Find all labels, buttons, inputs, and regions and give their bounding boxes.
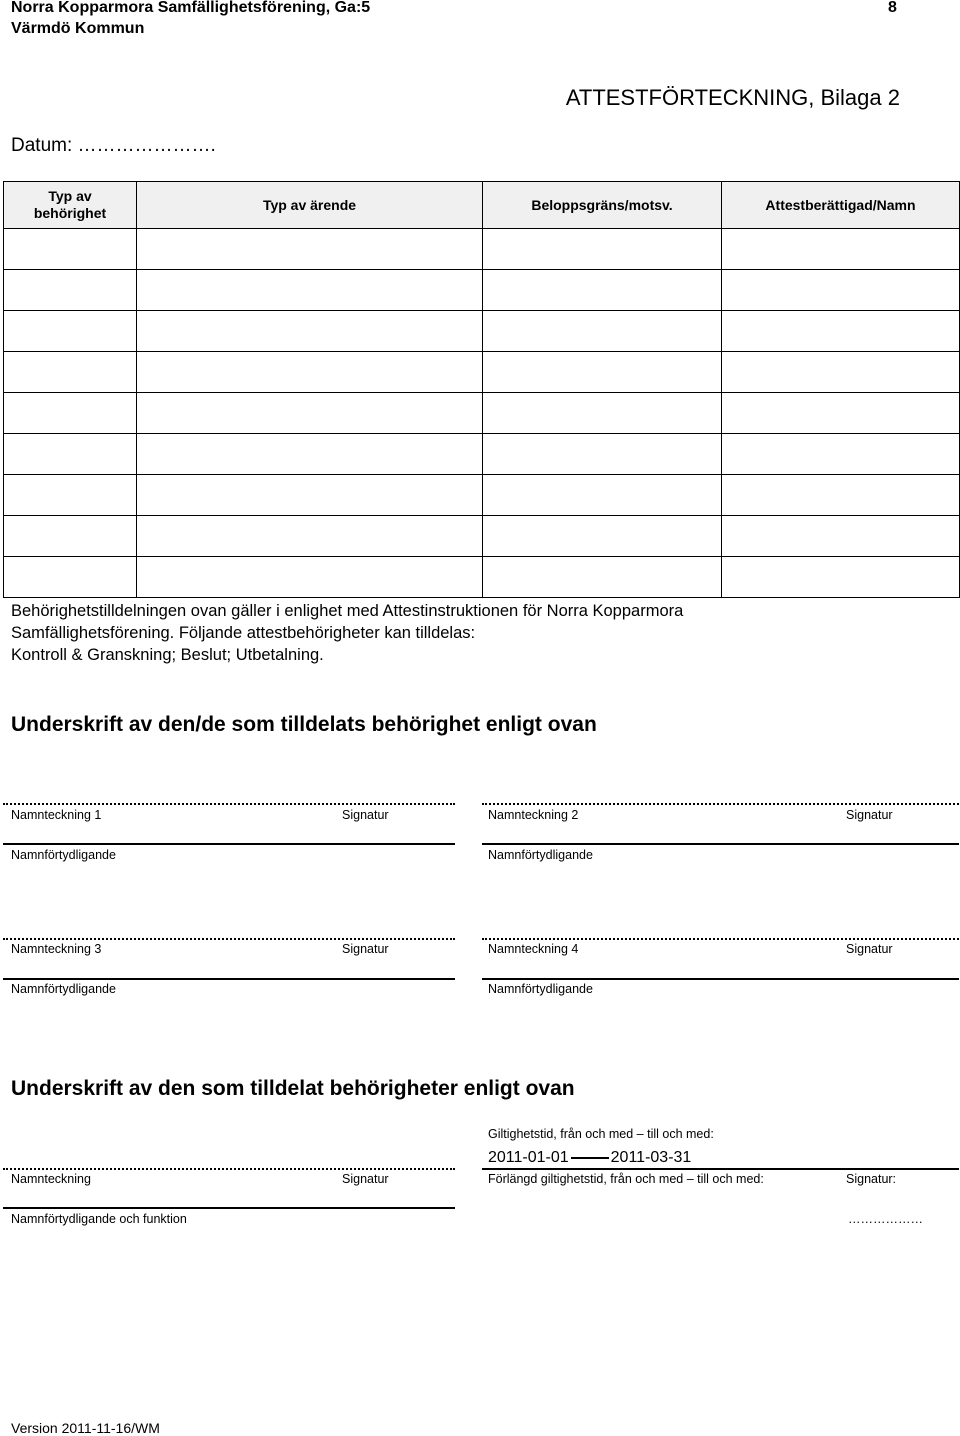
print-line-3 — [3, 978, 455, 980]
grantor-print-label: Namnförtydligande och funktion — [11, 1212, 187, 1226]
info-line-3: Kontroll & Granskning; Beslut; Utbetalning. — [11, 646, 324, 664]
table-cell[interactable] — [483, 557, 722, 598]
signature-sign-label-4: Signatur — [846, 942, 893, 956]
date-label: Datum: …………………. — [11, 135, 216, 156]
table-cell[interactable] — [4, 229, 137, 270]
table-row — [4, 434, 960, 475]
table-cell[interactable] — [483, 311, 722, 352]
print-label-2: Namnförtydligande — [488, 848, 593, 862]
signature-label-1: Namnteckning 1 — [11, 808, 102, 822]
section-heading-grantor: Underskrift av den som tilldelat behörigheter enligt ovan — [11, 1077, 575, 1100]
signature-line-3 — [3, 938, 455, 940]
table-cell[interactable] — [722, 393, 960, 434]
validity-to: 2011-03-31 — [610, 1149, 692, 1166]
table-row — [4, 270, 960, 311]
signature-line-2 — [482, 803, 959, 805]
table-cell[interactable] — [137, 475, 483, 516]
table-row — [4, 393, 960, 434]
print-label-4: Namnförtydligande — [488, 982, 593, 996]
table-cell[interactable] — [483, 434, 722, 475]
grantor-signature-line — [3, 1168, 455, 1170]
table-cell[interactable] — [4, 516, 137, 557]
table-cell[interactable] — [722, 229, 960, 270]
validity-underline — [482, 1168, 959, 1170]
signature-sign-label-3: Signatur — [342, 942, 389, 956]
extended-validity-label: Förlängd giltighetstid, från och med – till och med: — [488, 1172, 764, 1186]
municipality-name: Värmdö Kommun — [11, 20, 145, 37]
table-cell[interactable] — [483, 516, 722, 557]
organization-name: Norra Kopparmora Samfällighetsförening, Ga:5 — [11, 0, 371, 16]
table-cell[interactable] — [4, 434, 137, 475]
table-cell[interactable] — [137, 516, 483, 557]
version-footer: Version 2011-11-16/WM — [11, 1420, 160, 1436]
table-cell[interactable] — [722, 352, 960, 393]
print-line-4 — [482, 978, 959, 980]
document-title: ATTESTFÖRTECKNING, Bilaga 2 — [565, 85, 900, 110]
extended-validity-value: ……………… — [848, 1212, 923, 1226]
attestation-table — [3, 181, 960, 598]
print-line-2 — [482, 843, 959, 845]
grantor-print-line — [3, 1207, 455, 1209]
section-heading-recipients: Underskrift av den/de som tilldelats behörighet enligt ovan — [11, 713, 597, 736]
table-cell[interactable] — [137, 311, 483, 352]
table-cell[interactable] — [4, 352, 137, 393]
page-number: 8 — [888, 0, 897, 16]
table-cell[interactable] — [722, 557, 960, 598]
table-row — [4, 475, 960, 516]
table-cell[interactable] — [4, 475, 137, 516]
signature-sign-label-1: Signatur — [342, 808, 389, 822]
validity-period — [488, 1149, 691, 1167]
print-label-3: Namnförtydligande — [11, 982, 116, 996]
table-cell[interactable] — [483, 352, 722, 393]
grantor-name-label: Namnteckning — [11, 1172, 91, 1186]
table-cell[interactable] — [137, 229, 483, 270]
signature-label-2: Namnteckning 2 — [488, 808, 579, 822]
table-cell[interactable] — [137, 352, 483, 393]
table-cell[interactable] — [483, 475, 722, 516]
table-cell[interactable] — [137, 434, 483, 475]
table-cell[interactable] — [483, 229, 722, 270]
info-paragraph — [11, 600, 941, 666]
print-label-1: Namnförtydligande — [11, 848, 116, 862]
table-row — [4, 229, 960, 270]
table-row — [4, 557, 960, 598]
table-cell[interactable] — [722, 311, 960, 352]
info-line-1: Behörighetstilldelningen ovan gäller i enlighet med Attestinstruktionen för Norra Kopparmora — [11, 602, 684, 620]
info-line-2: Samfällighetsförening. Följande attestbehörigheter kan tilldelas: — [11, 624, 476, 642]
print-line-1 — [3, 843, 455, 845]
signature-line-1 — [3, 803, 455, 805]
signature-label-3: Namnteckning 3 — [11, 942, 102, 956]
table-cell[interactable] — [137, 270, 483, 311]
column-header-authority-type: Typ av behörighet — [4, 182, 137, 229]
table-cell[interactable] — [722, 516, 960, 557]
table-cell[interactable] — [4, 557, 137, 598]
table-header-row — [4, 182, 960, 229]
signature-sign-label-2: Signatur — [846, 808, 893, 822]
table-cell[interactable] — [722, 434, 960, 475]
table-cell[interactable] — [722, 270, 960, 311]
table-row — [4, 516, 960, 557]
column-header-matter-type: Typ av ärende — [137, 182, 483, 229]
table-cell[interactable] — [4, 393, 137, 434]
column-header-authorized-name: Attestberättigad/Namn — [722, 182, 960, 229]
table-cell[interactable] — [483, 270, 722, 311]
grantor-sign-label: Signatur — [342, 1172, 389, 1186]
validity-from: 2011-01-01 — [488, 1149, 569, 1166]
table-cell[interactable] — [4, 270, 137, 311]
table-row — [4, 311, 960, 352]
table-cell[interactable] — [137, 393, 483, 434]
date-separator — [571, 1157, 609, 1159]
signature-label-4: Namnteckning 4 — [488, 942, 579, 956]
validity-label: Giltighetstid, från och med – till och med: — [488, 1127, 714, 1141]
signature-line-4 — [482, 938, 959, 940]
column-header-amount-limit: Beloppsgräns/motsv. — [483, 182, 722, 229]
table-cell[interactable] — [137, 557, 483, 598]
table-cell[interactable] — [722, 475, 960, 516]
table-row — [4, 352, 960, 393]
table-cell[interactable] — [483, 393, 722, 434]
extended-sign-label: Signatur: — [846, 1172, 897, 1186]
table-cell[interactable] — [4, 311, 137, 352]
